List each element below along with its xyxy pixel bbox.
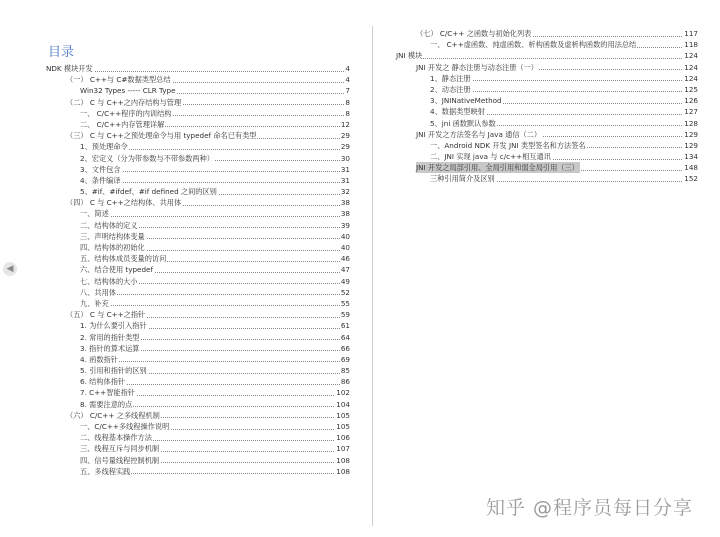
toc-entry[interactable] [396, 151, 698, 162]
toc-entry[interactable] [46, 264, 350, 275]
toc-entry-text: 七、结构体的大小 [80, 276, 138, 286]
toc-entry-text: JNI 开发之局部引用、全局引用和弱全局引用（三） [416, 163, 579, 173]
toc-left-column [46, 63, 350, 477]
toc-entry[interactable] [46, 287, 350, 298]
toc-entry[interactable] [396, 73, 698, 84]
toc-entry-text: 一、 C/C++程序的内训结构 [80, 108, 172, 118]
toc-entry-text: JNI 模块 [396, 51, 423, 61]
toc-entry-text: JNI 开发之 静态注册与动态注册（一） [416, 62, 538, 72]
toc-entry-page: 129 [684, 140, 698, 150]
toc-entry[interactable] [46, 399, 350, 410]
toc-entry[interactable] [46, 85, 350, 96]
toc-entry-page: 40 [340, 231, 350, 241]
toc-entry-text: 二、JNI 实现 java 与 c/c++相互通讯 [430, 152, 551, 162]
toc-entry-page: 8 [345, 108, 350, 118]
toc-entry[interactable] [46, 231, 350, 242]
toc-entry[interactable] [46, 376, 350, 387]
toc-entry-page: 39 [340, 220, 350, 230]
toc-entry-text: （七） C/C++ 之函数与初始化列表 [416, 29, 532, 38]
toc-entry-text: 2、动态注册 [430, 84, 471, 94]
toc-entry-text: 二、线程基本操作方法 [80, 433, 152, 443]
toc-entry[interactable] [46, 421, 350, 432]
toc-entry[interactable] [46, 130, 350, 141]
toc-entry-text: 5、#if、#ifdef、#if defined 之间的区别 [80, 187, 217, 197]
page-divider [372, 26, 373, 526]
previous-page-icon[interactable]: ◀ [3, 262, 17, 276]
toc-entry-page: 4 [345, 64, 350, 73]
toc-entry-page: 38 [340, 209, 350, 219]
toc-entry-page: 61 [340, 321, 350, 331]
toc-entry-page: 29 [340, 131, 350, 141]
toc-entry-page: 107 [336, 444, 350, 454]
toc-entry-page: 55 [340, 298, 350, 308]
toc-entry-text: 5. 引用和指针的区别 [80, 366, 147, 376]
toc-entry-page: 40 [340, 243, 350, 252]
toc-entry-page: 124 [684, 73, 698, 83]
toc-title: 目录 [48, 45, 75, 60]
toc-entry-text: 4. 函数指针 [80, 354, 118, 364]
toc-entry-text: 一、Android NDK 开发 JNI 类型签名和方法签名 [430, 140, 586, 150]
toc-entry-text: 二、 C/C++内存管理详解 [80, 119, 165, 129]
toc-entry[interactable] [46, 253, 350, 264]
toc-entry-page: 52 [340, 287, 350, 297]
toc-entry[interactable] [46, 141, 350, 152]
toc-entry-text: （四） C 与 C++之结构体、共用体 [66, 198, 182, 208]
toc-entry-page: 108 [336, 466, 350, 476]
toc-entry[interactable] [396, 173, 698, 184]
toc-entry[interactable] [46, 97, 350, 108]
toc-entry-text: 6. 结构体指针 [80, 377, 126, 387]
toc-entry-page: 69 [340, 354, 350, 364]
toc-entry[interactable] [46, 208, 350, 219]
toc-entry-text: 二、结构体的定义 [80, 220, 138, 230]
toc-entry-page: 85 [340, 366, 350, 376]
toc-entry[interactable] [46, 320, 350, 331]
toc-entry-page: 105 [336, 410, 350, 420]
toc-entry[interactable] [396, 129, 698, 140]
toc-entry-text: 3. 指针的算术运算 [80, 343, 140, 353]
toc-entry[interactable] [46, 63, 350, 74]
toc-entry-text: 三、声明结构体变量 [80, 231, 145, 241]
toc-entry[interactable] [46, 332, 350, 343]
toc-entry[interactable] [396, 95, 698, 106]
toc-entry[interactable] [396, 84, 698, 95]
toc-entry-text: （二） C 与 C++之内存结构与管理 [66, 97, 182, 107]
toc-entry-page: 12 [340, 119, 350, 129]
toc-entry-text: 一、 C++虚函数、纯虚函数、析构函数及虚析构函数的用法总结 [430, 40, 637, 50]
toc-entry-text: 1、静态注册 [430, 73, 471, 83]
toc-entry[interactable] [46, 309, 350, 320]
toc-entry-text: JNI 开发之方法签名与 Java 通信（二） [416, 129, 542, 139]
toc-entry[interactable] [46, 108, 350, 119]
toc-entry-page: 38 [340, 198, 350, 208]
toc-entry[interactable] [46, 276, 350, 287]
toc-entry[interactable] [396, 140, 698, 151]
toc-entry[interactable] [46, 220, 350, 231]
toc-entry-page: 29 [340, 142, 350, 152]
toc-leader-dots [80, 216, 350, 217]
toc-entry[interactable] [46, 242, 350, 253]
toc-entry-page: 129 [684, 129, 698, 139]
toc-entry[interactable] [46, 119, 350, 130]
toc-entry-page: 64 [340, 332, 350, 342]
toc-entry-text: 5、jni 函数默认参数 [430, 118, 496, 128]
toc-entry-page: 59 [340, 310, 350, 320]
toc-entry-page: 108 [336, 455, 350, 465]
toc-entry-page: 46 [340, 254, 350, 264]
toc-entry-page: 30 [340, 153, 350, 163]
toc-entry[interactable] [396, 62, 698, 73]
toc-entry[interactable] [46, 343, 350, 354]
toc-entry[interactable] [46, 298, 350, 309]
toc-entry-page: 104 [336, 399, 350, 409]
toc-entry-text: 1、预处理命令 [80, 142, 128, 152]
toc-entry-text: 4、数据类型映射 [430, 107, 485, 117]
toc-entry[interactable] [46, 153, 350, 164]
toc-entry-page: 125 [684, 84, 698, 94]
toc-entry[interactable] [46, 443, 350, 454]
toc-entry-page: 49 [340, 276, 350, 286]
toc-entry-page: 148 [684, 163, 698, 173]
toc-entry-text: 八、共用体 [80, 287, 116, 297]
toc-entry[interactable] [46, 197, 350, 208]
toc-entry-page: 124 [684, 62, 698, 72]
toc-entry[interactable] [396, 162, 698, 173]
toc-entry[interactable] [396, 28, 698, 39]
toc-entry-page: 86 [340, 377, 350, 387]
toc-entry-page: 117 [684, 29, 698, 38]
toc-entry-text: 2、宏定义（分为带参数与不带参数两种） [80, 153, 214, 163]
toc-entry-text: 3、JNINativeMethod [430, 96, 502, 106]
toc-entry-text: 1. 为什么要引入指针 [80, 321, 147, 331]
toc-entry-page: 127 [684, 107, 698, 117]
toc-entry[interactable] [46, 410, 350, 421]
toc-entry[interactable] [46, 74, 350, 85]
toc-leader-dots [396, 58, 698, 59]
toc-entry-page: 31 [340, 164, 350, 174]
toc-entry[interactable] [46, 354, 350, 365]
toc-entry-text: 五、结构体成员变量的访问 [80, 254, 167, 264]
toc-entry-text: （三） C 与 C++之预处理命令与用 typedef 命名已有类型 [66, 131, 257, 141]
toc-entry-page: 47 [340, 265, 350, 275]
toc-entry-page: 106 [336, 433, 350, 443]
toc-entry[interactable] [396, 118, 698, 129]
toc-entry[interactable] [46, 164, 350, 175]
toc-entry-text: NDK 模块开发 [46, 64, 93, 73]
toc-entry-text: 三种引用简介及区别 [430, 174, 495, 184]
toc-right-column [396, 28, 698, 185]
toc-entry-text: Win32 Types ----- CLR Type [80, 86, 176, 96]
toc-entry-page: 66 [340, 343, 350, 353]
toc-leader-dots [80, 305, 350, 306]
toc-entry-text: 五、多线程实践 [80, 466, 131, 476]
toc-entry[interactable] [396, 50, 698, 61]
toc-entry-page: 4 [345, 75, 350, 85]
toc-entry-text: （六） C/C++ 之多线程机制 [66, 410, 160, 420]
toc-entry-page: 8 [345, 97, 350, 107]
toc-entry-page: 32 [340, 187, 350, 197]
toc-entry[interactable] [46, 365, 350, 376]
toc-entry-page: 118 [684, 40, 698, 50]
toc-entry-text: 九、补充 [80, 298, 109, 308]
toc-entry[interactable] [396, 39, 698, 50]
toc-entry-text: （一） C++与 C#数据类型总结 [66, 75, 171, 85]
toc-entry[interactable] [46, 432, 350, 443]
toc-entry-text: 四、信号量线程控制机制 [80, 455, 160, 465]
toc-entry-page: 128 [684, 118, 698, 128]
toc-entry-page: 134 [684, 152, 698, 162]
toc-entry-text: （五） C 与 C++之指针 [66, 310, 146, 320]
toc-entry-page: 126 [684, 96, 698, 106]
toc-entry-page: 124 [684, 51, 698, 61]
toc-entry-text: 一、C/C++多线程操作说明 [80, 422, 170, 431]
toc-entry[interactable] [46, 186, 350, 197]
toc-entry-page: 152 [684, 174, 698, 184]
toc-entry-text: 8. 需要注意的点 [80, 399, 133, 409]
toc-leader-dots [80, 294, 350, 295]
toc-entry-page: 7 [345, 86, 350, 96]
toc-entry-text: 3、文件包含 [80, 164, 121, 174]
toc-leader-dots [80, 361, 350, 362]
toc-entry[interactable] [46, 466, 350, 477]
toc-entry-text: 四、结构体的初始化 [80, 243, 145, 252]
watermark: 知乎 @程序员每日分享 [486, 497, 694, 519]
toc-entry[interactable] [396, 106, 698, 117]
toc-entry-text: 4、条件编译 [80, 175, 121, 185]
toc-entry[interactable] [46, 455, 350, 466]
toc-entry-text: 六、结合使用 typedef [80, 265, 153, 275]
toc-entry-text: 三、线程互斥与同步机制 [80, 444, 160, 454]
toc-entry[interactable] [46, 387, 350, 398]
toc-entry-page: 102 [336, 388, 350, 398]
toc-entry[interactable] [46, 175, 350, 186]
toc-entry-text: 2. 常用的指针类型 [80, 332, 140, 342]
toc-entry-page: 105 [336, 422, 350, 431]
toc-entry-text: 7. C++智能指针 [80, 388, 135, 398]
toc-entry-text: 一、简述 [80, 209, 109, 219]
toc-entry-page: 31 [340, 175, 350, 185]
